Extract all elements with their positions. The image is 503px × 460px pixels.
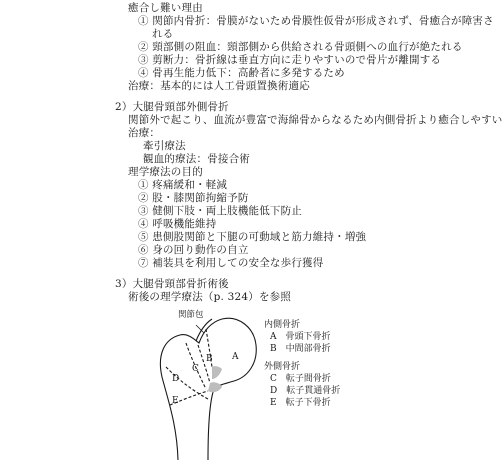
region-label-d: D bbox=[172, 374, 180, 384]
goal-4: ④ 呼吸機能維持 bbox=[138, 218, 217, 230]
shaded-region bbox=[212, 366, 222, 379]
reason-3: ③ 剪断力：骨折線は垂直方向に走りやすいので骨片が離開する bbox=[138, 54, 442, 66]
region-label-e: E bbox=[172, 396, 179, 406]
goal-5: ⑤ 患側股関節と下腿の可動域と筋力維持・増強 bbox=[138, 231, 367, 243]
sec2-title: 2）大腿骨頸部外側骨折 bbox=[115, 101, 229, 113]
goal-2: ② 股・膝関節拘縮予防 bbox=[138, 192, 249, 204]
legend-lateral-e: E 転子下骨折 bbox=[270, 398, 331, 408]
femur-diagram bbox=[150, 305, 260, 460]
goal-1: ① 疼痛緩和・軽減 bbox=[138, 179, 228, 191]
capsule-label: 関節包 bbox=[178, 310, 204, 320]
region-label-c: C bbox=[192, 364, 199, 374]
sec1-treatment: 治療：基本的には人工骨頭置換術適応 bbox=[128, 80, 310, 92]
region-label-a: A bbox=[232, 352, 239, 362]
shaded-region bbox=[208, 382, 222, 392]
sec2-goal-heading: 理学療法の目的 bbox=[128, 166, 203, 178]
legend-medial-title: 内側骨折 bbox=[264, 320, 301, 330]
goal-7: ⑦ 補装具を利用しての安全な歩行獲得 bbox=[138, 257, 324, 269]
treat-item-1: 牽引療法 bbox=[143, 140, 186, 152]
sec2-treat-heading: 治療： bbox=[128, 127, 161, 139]
sec3-text: 術後の理学療法（p. 324）を参照 bbox=[128, 291, 292, 303]
legend-medial-b: B 中間部骨折 bbox=[270, 344, 331, 354]
sec2-intro: 関節外で起こり、血流が豊富で海綿骨からなるため内側骨折より癒合しやすい bbox=[128, 114, 503, 126]
legend-lateral-title: 外側骨折 bbox=[264, 362, 301, 372]
sec1-heading: 癒合し難い理由 bbox=[128, 2, 203, 14]
legend-lateral-d: D 転子貫通骨折 bbox=[270, 386, 341, 396]
sec3-title: 3）大腿骨頸部骨折術後 bbox=[115, 278, 229, 290]
goal-6: ⑥ 身の回り動作の自立 bbox=[138, 244, 249, 256]
reason-4: ④ 骨再生能力低下：高齢者に多発するため bbox=[138, 67, 345, 79]
joint-capsule bbox=[196, 319, 212, 341]
legend-medial-a: A 骨頭下骨折 bbox=[270, 332, 331, 342]
reason-1: ① 関節内骨折：骨膜がないため骨膜性仮骨が形成されず、骨癒合が障害さ bbox=[138, 15, 494, 27]
reason-1-cont: れる bbox=[152, 28, 174, 40]
treat-item-2: 観血的療法：骨接合術 bbox=[143, 153, 250, 165]
femur-outline bbox=[160, 318, 256, 460]
goal-3: ③ 健側下肢・両上肢機能低下防止 bbox=[138, 205, 303, 217]
legend-lateral-c: C 転子間骨折 bbox=[270, 374, 331, 384]
reason-2: ② 頸部側の阻血：頸部側から供給される骨頭側への血行が絶たれる bbox=[138, 41, 463, 53]
region-label-b: B bbox=[206, 354, 213, 364]
